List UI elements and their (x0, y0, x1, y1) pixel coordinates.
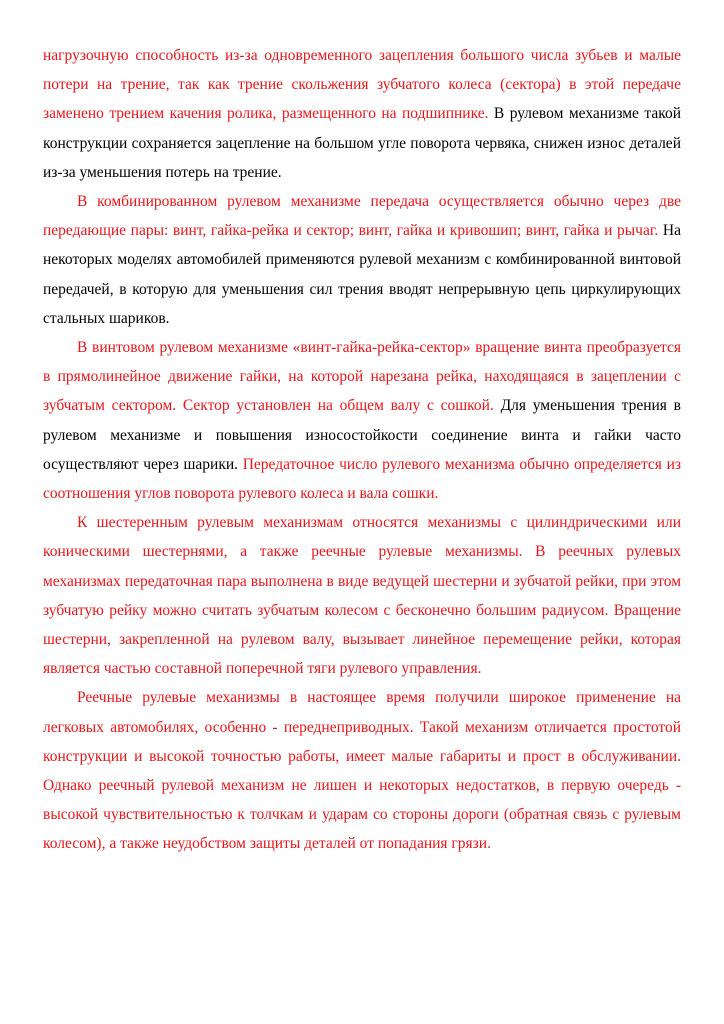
paragraph-3 (43, 333, 681, 508)
paragraph-2-body-text: На некоторых моделях автомобилей применяются рулевой механизм с комбинированной винтовой передачей, в которую для уменьшения сил трения вводят непрерывную цепь циркулирующих стальных шариков. (43, 222, 681, 327)
paragraph-2-highlighted-text: В комбинированном рулевом механизме передача осуществляется обычно через две передающие пары: винт, гайка-рейка и сектор; винт, гайка и кривошип; винт, гайка и рычаг. (43, 193, 681, 240)
paragraph-3-highlighted-text: В винтовом рулевом механизме «винт-гайка-рейка-сектор» вращение винта преобразуется в прямолинейное движение гайки, на которой нарезана рейка, находящаяся в зацеплении с зубчатым сектором. Сектор установлен на общем валу с сошкой. (43, 339, 681, 415)
paragraph-5-highlighted-text: Реечные рулевые механизмы в настоящее время получили широкое применение на легковых автомобилях, особенно - переднеприводных. Такой механизм отличается простотой конструкции и высокой точностью работы, имеет малые габариты и прост в обслуживании. Однако реечный рулевой механизм не лишен и некоторых недостатков, в первую очередь - высокой чувствительностью к толчкам и ударам со стороны дороги (обратная связь с рулевым колесом), а также неудобством защиты деталей от попадания грязи. (43, 689, 681, 853)
paragraph-1 (43, 41, 681, 187)
paragraph-1-body-text: В рулевом механизме такой конструкции сохраняется зацепление на большом угле поворота червяка, снижен износ деталей из-за уменьшения потерь на трение. (43, 105, 681, 181)
paragraph-3-body-text: Для уменьшения трения в рулевом механизме и повышения износостойкости соединение винта и гайки часто осуществляют через шарики. (43, 397, 681, 473)
paragraph-1-highlighted-text: нагрузочную способность из-за одновременного зацепления большого числа зубьев и малые потери на трение, так как трение скольжения зубчатого колеса (сектора) в этой передаче заменено трением качения ролика, размещенного на подшипнике. (43, 47, 681, 123)
paragraph-3-highlighted-text-2: Передаточное число рулевого механизма обычно определяется из соотношения углов поворота рулевого колеса и вала сошки. (43, 455, 681, 503)
paragraph-4 (43, 508, 681, 683)
paragraph-4-highlighted-text: К шестеренным рулевым механизмам относятся механизмы с цилиндрическими или коническими шестернями, а также реечные рулевые механизмы. В реечных рулевых механизмах передаточная пара выполнена в виде ведущей шестерни и зубчатой рейки, при этом зубчатую рейку можно считать зубчатым колесом с бесконечно большим радиусом. Вращение шестерни, закрепленной на рулевом валу, вызывает линейное перемещение рейки, которая является частью составной поперечной тяги рулевого управления. (43, 514, 681, 678)
paragraph-5 (43, 683, 681, 858)
document-page (43, 41, 681, 859)
paragraph-2 (43, 187, 681, 333)
